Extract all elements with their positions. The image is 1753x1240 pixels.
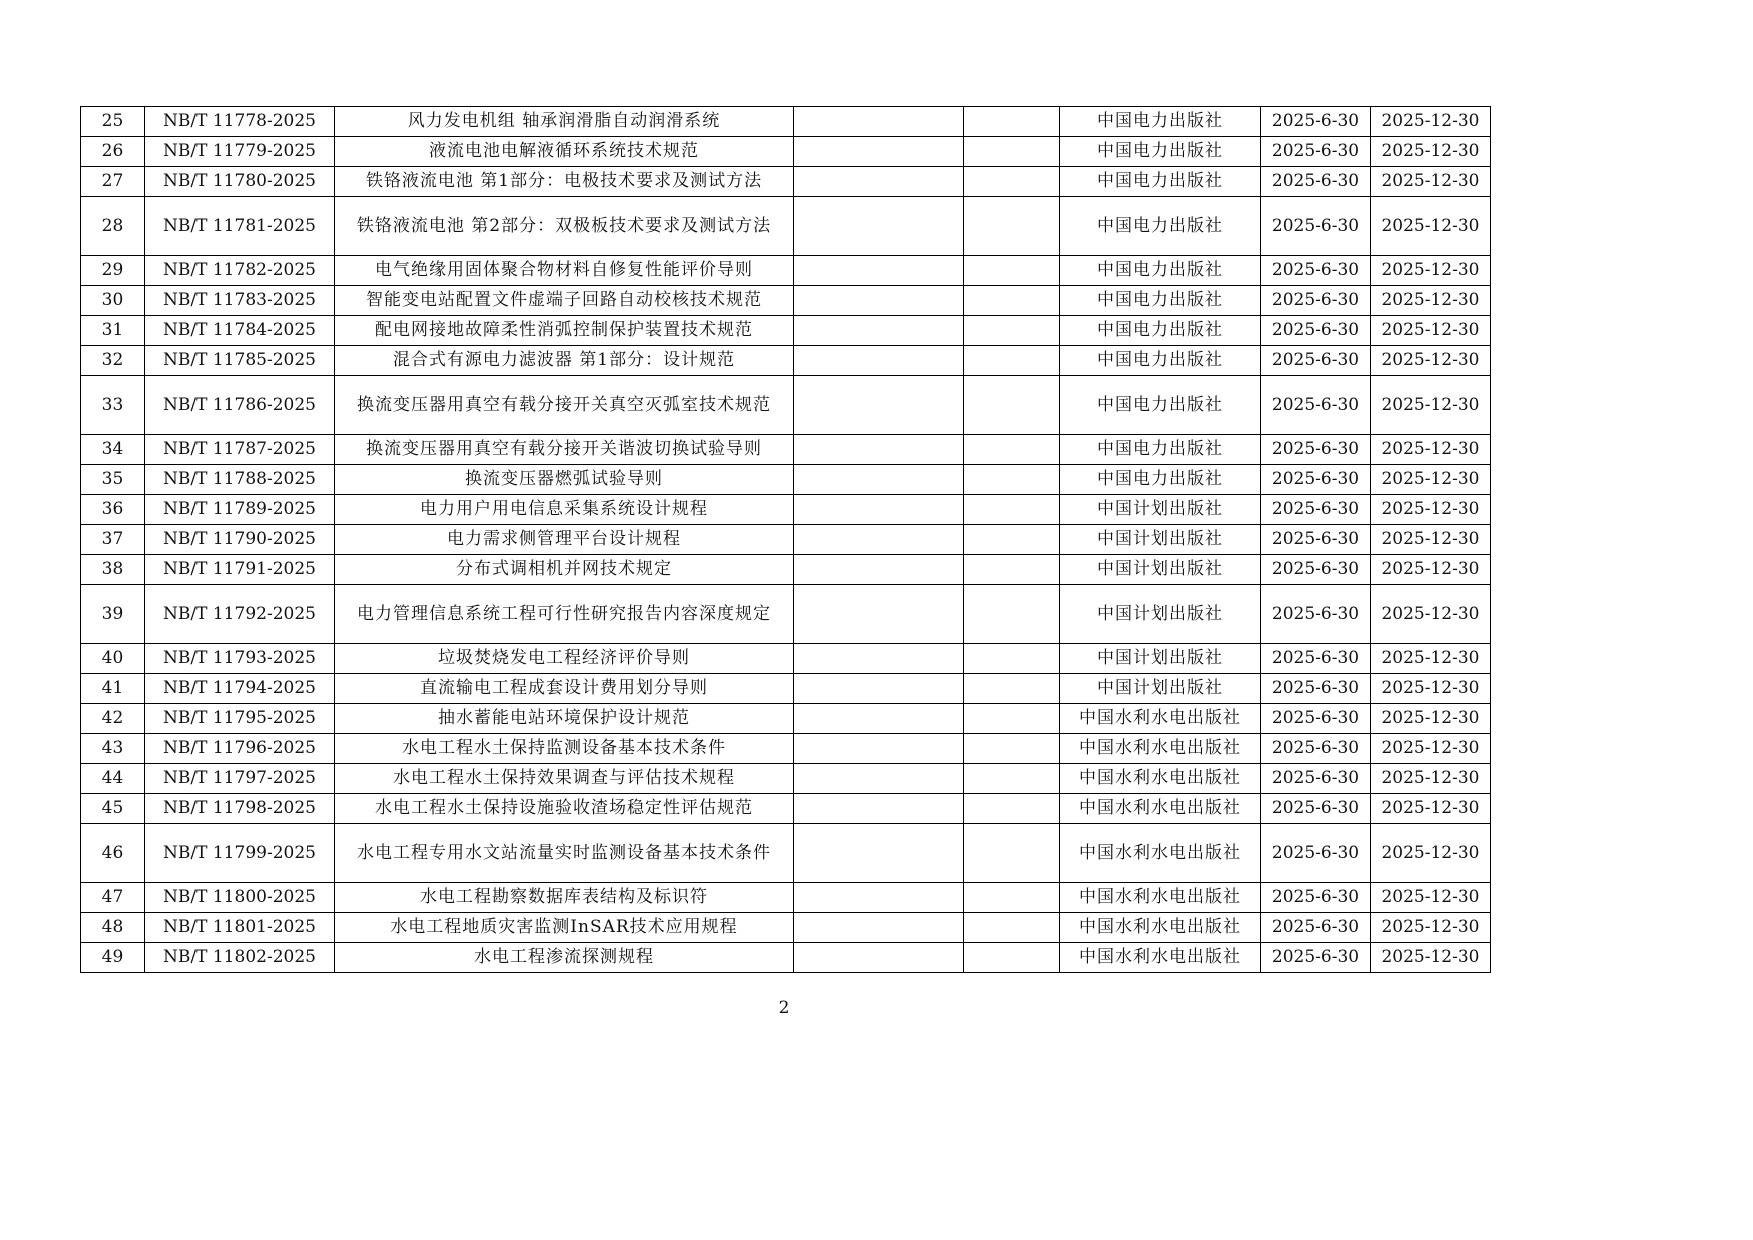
effective-date-cell: 2025-12-30 bbox=[1371, 197, 1491, 256]
row-number-cell: 36 bbox=[81, 495, 145, 525]
publisher-cell: 中国电力出版社 bbox=[1060, 316, 1261, 346]
table-row bbox=[81, 794, 1491, 824]
effective-date-cell: 2025-12-30 bbox=[1371, 555, 1491, 585]
effective-date-cell: 2025-12-30 bbox=[1371, 794, 1491, 824]
table-row bbox=[81, 435, 1491, 465]
empty-cell bbox=[964, 794, 1060, 824]
publisher-cell: 中国电力出版社 bbox=[1060, 465, 1261, 495]
release-date-cell: 2025-6-30 bbox=[1261, 824, 1371, 883]
standard-code-cell: NB/T 11783-2025 bbox=[145, 286, 335, 316]
release-date-cell: 2025-6-30 bbox=[1261, 644, 1371, 674]
effective-date-cell: 2025-12-30 bbox=[1371, 585, 1491, 644]
standard-code-cell: NB/T 11800-2025 bbox=[145, 883, 335, 913]
empty-cell bbox=[794, 883, 964, 913]
release-date-cell: 2025-6-30 bbox=[1261, 555, 1371, 585]
effective-date-cell: 2025-12-30 bbox=[1371, 704, 1491, 734]
table-row bbox=[81, 704, 1491, 734]
empty-cell bbox=[964, 346, 1060, 376]
effective-date-cell: 2025-12-30 bbox=[1371, 316, 1491, 346]
publisher-cell: 中国电力出版社 bbox=[1060, 107, 1261, 137]
standard-code-cell: NB/T 11786-2025 bbox=[145, 376, 335, 435]
effective-date-cell: 2025-12-30 bbox=[1371, 525, 1491, 555]
row-number-cell: 34 bbox=[81, 435, 145, 465]
effective-date-cell: 2025-12-30 bbox=[1371, 465, 1491, 495]
effective-date-cell: 2025-12-30 bbox=[1371, 764, 1491, 794]
row-number-cell: 25 bbox=[81, 107, 145, 137]
row-number-cell: 42 bbox=[81, 704, 145, 734]
release-date-cell: 2025-6-30 bbox=[1261, 734, 1371, 764]
standard-name-cell: 电力用户用电信息采集系统设计规程 bbox=[335, 495, 794, 525]
standard-name-cell: 电力管理信息系统工程可行性研究报告内容深度规定 bbox=[335, 585, 794, 644]
table-row bbox=[81, 495, 1491, 525]
standard-name-cell: 分布式调相机并网技术规定 bbox=[335, 555, 794, 585]
standard-name-cell: 铁铬液流电池 第2部分：双极板技术要求及测试方法 bbox=[335, 197, 794, 256]
standard-code-cell: NB/T 11789-2025 bbox=[145, 495, 335, 525]
publisher-cell: 中国电力出版社 bbox=[1060, 346, 1261, 376]
empty-cell bbox=[794, 913, 964, 943]
standard-code-cell: NB/T 11793-2025 bbox=[145, 644, 335, 674]
empty-cell bbox=[794, 943, 964, 973]
empty-cell bbox=[794, 256, 964, 286]
empty-cell bbox=[794, 286, 964, 316]
release-date-cell: 2025-6-30 bbox=[1261, 346, 1371, 376]
standard-name-cell: 水电工程水土保持监测设备基本技术条件 bbox=[335, 734, 794, 764]
standard-name-cell: 电气绝缘用固体聚合物材料自修复性能评价导则 bbox=[335, 256, 794, 286]
effective-date-cell: 2025-12-30 bbox=[1371, 137, 1491, 167]
effective-date-cell: 2025-12-30 bbox=[1371, 943, 1491, 973]
standard-code-cell: NB/T 11787-2025 bbox=[145, 435, 335, 465]
release-date-cell: 2025-6-30 bbox=[1261, 943, 1371, 973]
publisher-cell: 中国水利水电出版社 bbox=[1060, 794, 1261, 824]
publisher-cell: 中国计划出版社 bbox=[1060, 585, 1261, 644]
empty-cell bbox=[794, 316, 964, 346]
publisher-cell: 中国电力出版社 bbox=[1060, 167, 1261, 197]
row-number-cell: 35 bbox=[81, 465, 145, 495]
row-number-cell: 28 bbox=[81, 197, 145, 256]
publisher-cell: 中国电力出版社 bbox=[1060, 197, 1261, 256]
empty-cell bbox=[964, 286, 1060, 316]
effective-date-cell: 2025-12-30 bbox=[1371, 674, 1491, 704]
standard-code-cell: NB/T 11799-2025 bbox=[145, 824, 335, 883]
row-number-cell: 40 bbox=[81, 644, 145, 674]
release-date-cell: 2025-6-30 bbox=[1261, 674, 1371, 704]
empty-cell bbox=[794, 137, 964, 167]
empty-cell bbox=[794, 794, 964, 824]
table-body bbox=[81, 107, 1491, 973]
empty-cell bbox=[964, 465, 1060, 495]
publisher-cell: 中国计划出版社 bbox=[1060, 525, 1261, 555]
standard-code-cell: NB/T 11796-2025 bbox=[145, 734, 335, 764]
publisher-cell: 中国电力出版社 bbox=[1060, 137, 1261, 167]
standard-name-cell: 风力发电机组 轴承润滑脂自动润滑系统 bbox=[335, 107, 794, 137]
effective-date-cell: 2025-12-30 bbox=[1371, 376, 1491, 435]
release-date-cell: 2025-6-30 bbox=[1261, 316, 1371, 346]
row-number-cell: 37 bbox=[81, 525, 145, 555]
publisher-cell: 中国水利水电出版社 bbox=[1060, 943, 1261, 973]
empty-cell bbox=[964, 137, 1060, 167]
standard-code-cell: NB/T 11792-2025 bbox=[145, 585, 335, 644]
standard-name-cell: 抽水蓄能电站环境保护设计规范 bbox=[335, 704, 794, 734]
empty-cell bbox=[964, 734, 1060, 764]
release-date-cell: 2025-6-30 bbox=[1261, 197, 1371, 256]
empty-cell bbox=[794, 465, 964, 495]
standard-name-cell: 水电工程专用水文站流量实时监测设备基本技术条件 bbox=[335, 824, 794, 883]
empty-cell bbox=[794, 525, 964, 555]
standard-code-cell: NB/T 11797-2025 bbox=[145, 764, 335, 794]
standard-name-cell: 配电网接地故障柔性消弧控制保护装置技术规范 bbox=[335, 316, 794, 346]
empty-cell bbox=[794, 495, 964, 525]
publisher-cell: 中国水利水电出版社 bbox=[1060, 764, 1261, 794]
empty-cell bbox=[794, 107, 964, 137]
page-number: 2 bbox=[778, 998, 790, 1018]
release-date-cell: 2025-6-30 bbox=[1261, 137, 1371, 167]
standard-code-cell: NB/T 11782-2025 bbox=[145, 256, 335, 286]
table-row bbox=[81, 465, 1491, 495]
table-row bbox=[81, 943, 1491, 973]
effective-date-cell: 2025-12-30 bbox=[1371, 286, 1491, 316]
row-number-cell: 38 bbox=[81, 555, 145, 585]
table-row bbox=[81, 256, 1491, 286]
empty-cell bbox=[794, 674, 964, 704]
release-date-cell: 2025-6-30 bbox=[1261, 883, 1371, 913]
empty-cell bbox=[964, 167, 1060, 197]
empty-cell bbox=[794, 167, 964, 197]
effective-date-cell: 2025-12-30 bbox=[1371, 883, 1491, 913]
empty-cell bbox=[794, 346, 964, 376]
release-date-cell: 2025-6-30 bbox=[1261, 286, 1371, 316]
release-date-cell: 2025-6-30 bbox=[1261, 495, 1371, 525]
table-row bbox=[81, 137, 1491, 167]
standard-code-cell: NB/T 11778-2025 bbox=[145, 107, 335, 137]
empty-cell bbox=[964, 256, 1060, 286]
release-date-cell: 2025-6-30 bbox=[1261, 794, 1371, 824]
table-row bbox=[81, 764, 1491, 794]
standard-name-cell: 水电工程勘察数据库表结构及标识符 bbox=[335, 883, 794, 913]
table-row bbox=[81, 674, 1491, 704]
table-row bbox=[81, 167, 1491, 197]
empty-cell bbox=[794, 704, 964, 734]
publisher-cell: 中国电力出版社 bbox=[1060, 286, 1261, 316]
standards-table bbox=[80, 106, 1491, 973]
publisher-cell: 中国水利水电出版社 bbox=[1060, 824, 1261, 883]
empty-cell bbox=[964, 376, 1060, 435]
effective-date-cell: 2025-12-30 bbox=[1371, 346, 1491, 376]
standard-name-cell: 智能变电站配置文件虚端子回路自动校核技术规范 bbox=[335, 286, 794, 316]
publisher-cell: 中国水利水电出版社 bbox=[1060, 913, 1261, 943]
release-date-cell: 2025-6-30 bbox=[1261, 704, 1371, 734]
empty-cell bbox=[794, 435, 964, 465]
effective-date-cell: 2025-12-30 bbox=[1371, 644, 1491, 674]
release-date-cell: 2025-6-30 bbox=[1261, 376, 1371, 435]
effective-date-cell: 2025-12-30 bbox=[1371, 913, 1491, 943]
empty-cell bbox=[964, 435, 1060, 465]
standard-name-cell: 液流电池电解液循环系统技术规范 bbox=[335, 137, 794, 167]
standard-name-cell: 换流变压器用真空有载分接开关谐波切换试验导则 bbox=[335, 435, 794, 465]
publisher-cell: 中国计划出版社 bbox=[1060, 555, 1261, 585]
table-row bbox=[81, 525, 1491, 555]
empty-cell bbox=[794, 824, 964, 883]
standard-code-cell: NB/T 11785-2025 bbox=[145, 346, 335, 376]
standard-code-cell: NB/T 11781-2025 bbox=[145, 197, 335, 256]
table-row bbox=[81, 913, 1491, 943]
table-row bbox=[81, 883, 1491, 913]
empty-cell bbox=[794, 644, 964, 674]
standard-name-cell: 水电工程水土保持设施验收渣场稳定性评估规范 bbox=[335, 794, 794, 824]
standard-name-cell: 电力需求侧管理平台设计规程 bbox=[335, 525, 794, 555]
effective-date-cell: 2025-12-30 bbox=[1371, 435, 1491, 465]
row-number-cell: 49 bbox=[81, 943, 145, 973]
effective-date-cell: 2025-12-30 bbox=[1371, 824, 1491, 883]
table-row bbox=[81, 316, 1491, 346]
empty-cell bbox=[964, 824, 1060, 883]
release-date-cell: 2025-6-30 bbox=[1261, 913, 1371, 943]
row-number-cell: 39 bbox=[81, 585, 145, 644]
row-number-cell: 32 bbox=[81, 346, 145, 376]
empty-cell bbox=[794, 376, 964, 435]
standard-name-cell: 换流变压器燃弧试验导则 bbox=[335, 465, 794, 495]
release-date-cell: 2025-6-30 bbox=[1261, 167, 1371, 197]
table-row bbox=[81, 734, 1491, 764]
standard-code-cell: NB/T 11801-2025 bbox=[145, 913, 335, 943]
table-row bbox=[81, 824, 1491, 883]
row-number-cell: 45 bbox=[81, 794, 145, 824]
standard-name-cell: 垃圾焚烧发电工程经济评价导则 bbox=[335, 644, 794, 674]
release-date-cell: 2025-6-30 bbox=[1261, 764, 1371, 794]
empty-cell bbox=[794, 197, 964, 256]
release-date-cell: 2025-6-30 bbox=[1261, 465, 1371, 495]
standard-code-cell: NB/T 11798-2025 bbox=[145, 794, 335, 824]
standard-name-cell: 铁铬液流电池 第1部分：电极技术要求及测试方法 bbox=[335, 167, 794, 197]
standard-code-cell: NB/T 11780-2025 bbox=[145, 167, 335, 197]
empty-cell bbox=[964, 943, 1060, 973]
empty-cell bbox=[964, 883, 1060, 913]
empty-cell bbox=[794, 734, 964, 764]
publisher-cell: 中国水利水电出版社 bbox=[1060, 734, 1261, 764]
standard-name-cell: 混合式有源电力滤波器 第1部分：设计规范 bbox=[335, 346, 794, 376]
empty-cell bbox=[964, 316, 1060, 346]
empty-cell bbox=[964, 197, 1060, 256]
row-number-cell: 48 bbox=[81, 913, 145, 943]
empty-cell bbox=[794, 555, 964, 585]
empty-cell bbox=[964, 764, 1060, 794]
standard-name-cell: 水电工程水土保持效果调查与评估技术规程 bbox=[335, 764, 794, 794]
standard-code-cell: NB/T 11779-2025 bbox=[145, 137, 335, 167]
release-date-cell: 2025-6-30 bbox=[1261, 107, 1371, 137]
table-row bbox=[81, 555, 1491, 585]
standard-name-cell: 水电工程地质灾害监测InSAR技术应用规程 bbox=[335, 913, 794, 943]
empty-cell bbox=[964, 585, 1060, 644]
standard-code-cell: NB/T 11790-2025 bbox=[145, 525, 335, 555]
publisher-cell: 中国计划出版社 bbox=[1060, 644, 1261, 674]
empty-cell bbox=[964, 913, 1060, 943]
standard-name-cell: 直流输电工程成套设计费用划分导则 bbox=[335, 674, 794, 704]
row-number-cell: 27 bbox=[81, 167, 145, 197]
standard-code-cell: NB/T 11788-2025 bbox=[145, 465, 335, 495]
standard-code-cell: NB/T 11802-2025 bbox=[145, 943, 335, 973]
row-number-cell: 44 bbox=[81, 764, 145, 794]
release-date-cell: 2025-6-30 bbox=[1261, 435, 1371, 465]
row-number-cell: 46 bbox=[81, 824, 145, 883]
row-number-cell: 43 bbox=[81, 734, 145, 764]
publisher-cell: 中国电力出版社 bbox=[1060, 256, 1261, 286]
release-date-cell: 2025-6-30 bbox=[1261, 585, 1371, 644]
release-date-cell: 2025-6-30 bbox=[1261, 256, 1371, 286]
standard-name-cell: 水电工程渗流探测规程 bbox=[335, 943, 794, 973]
standard-code-cell: NB/T 11795-2025 bbox=[145, 704, 335, 734]
row-number-cell: 41 bbox=[81, 674, 145, 704]
effective-date-cell: 2025-12-30 bbox=[1371, 256, 1491, 286]
publisher-cell: 中国电力出版社 bbox=[1060, 376, 1261, 435]
publisher-cell: 中国水利水电出版社 bbox=[1060, 883, 1261, 913]
publisher-cell: 中国电力出版社 bbox=[1060, 435, 1261, 465]
row-number-cell: 30 bbox=[81, 286, 145, 316]
effective-date-cell: 2025-12-30 bbox=[1371, 495, 1491, 525]
table-row bbox=[81, 286, 1491, 316]
table-row bbox=[81, 346, 1491, 376]
standard-name-cell: 换流变压器用真空有载分接开关真空灭弧室技术规范 bbox=[335, 376, 794, 435]
empty-cell bbox=[964, 525, 1060, 555]
effective-date-cell: 2025-12-30 bbox=[1371, 107, 1491, 137]
row-number-cell: 31 bbox=[81, 316, 145, 346]
effective-date-cell: 2025-12-30 bbox=[1371, 167, 1491, 197]
table-row bbox=[81, 197, 1491, 256]
table-row bbox=[81, 376, 1491, 435]
publisher-cell: 中国计划出版社 bbox=[1060, 495, 1261, 525]
effective-date-cell: 2025-12-30 bbox=[1371, 734, 1491, 764]
row-number-cell: 33 bbox=[81, 376, 145, 435]
table-row bbox=[81, 644, 1491, 674]
table-row bbox=[81, 107, 1491, 137]
empty-cell bbox=[964, 495, 1060, 525]
empty-cell bbox=[964, 644, 1060, 674]
standard-code-cell: NB/T 11791-2025 bbox=[145, 555, 335, 585]
empty-cell bbox=[964, 674, 1060, 704]
table-row bbox=[81, 585, 1491, 644]
empty-cell bbox=[794, 764, 964, 794]
empty-cell bbox=[964, 555, 1060, 585]
release-date-cell: 2025-6-30 bbox=[1261, 525, 1371, 555]
empty-cell bbox=[964, 704, 1060, 734]
publisher-cell: 中国计划出版社 bbox=[1060, 674, 1261, 704]
row-number-cell: 29 bbox=[81, 256, 145, 286]
publisher-cell: 中国水利水电出版社 bbox=[1060, 704, 1261, 734]
empty-cell bbox=[794, 585, 964, 644]
standard-code-cell: NB/T 11794-2025 bbox=[145, 674, 335, 704]
empty-cell bbox=[964, 107, 1060, 137]
row-number-cell: 26 bbox=[81, 137, 145, 167]
row-number-cell: 47 bbox=[81, 883, 145, 913]
standard-code-cell: NB/T 11784-2025 bbox=[145, 316, 335, 346]
